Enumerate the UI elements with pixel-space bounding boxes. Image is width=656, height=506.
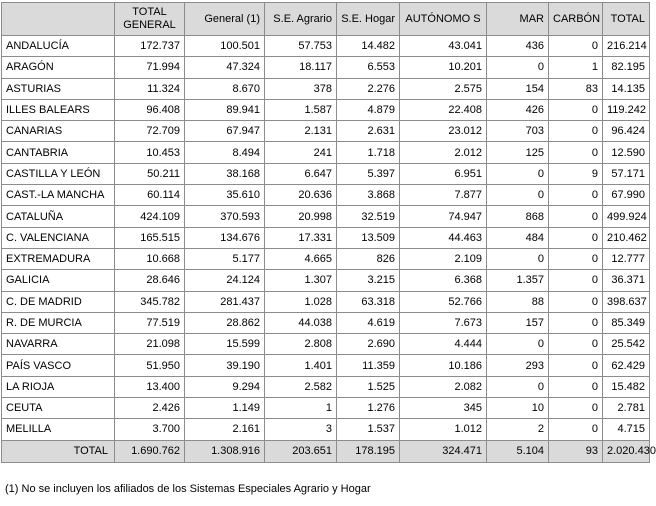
cell-autonomos: 2.109 xyxy=(400,248,487,269)
region-name: CANARIAS xyxy=(2,121,115,142)
cell-total-general: 51.950 xyxy=(115,355,185,376)
region-name: ARAGÓN xyxy=(2,57,115,78)
region-name: CAST.-LA MANCHA xyxy=(2,185,115,206)
region-name: GALICIA xyxy=(2,270,115,291)
cell-carbon: 0 xyxy=(549,334,603,355)
table-row xyxy=(2,206,650,227)
cell-hogar: 2.631 xyxy=(337,121,400,142)
cell-hogar: 14.482 xyxy=(337,36,400,57)
cell-mar: 868 xyxy=(487,206,549,227)
table-row xyxy=(2,142,650,163)
total-total: 2.020.430 xyxy=(603,440,650,462)
cell-total-general: 165.515 xyxy=(115,227,185,248)
cell-mar: 484 xyxy=(487,227,549,248)
cell-carbon: 0 xyxy=(549,227,603,248)
table-row xyxy=(2,419,650,440)
region-name: CASTILLA Y LEÓN xyxy=(2,163,115,184)
cell-carbon: 0 xyxy=(549,312,603,333)
cell-hogar: 5.397 xyxy=(337,163,400,184)
footnote: (1) No se incluyen los afiliados de los Sistemas Especiales Agrario y Hogar xyxy=(5,483,371,495)
total-hogar: 178.195 xyxy=(337,440,400,462)
cell-total-general: 3.700 xyxy=(115,419,185,440)
region-name: ASTURIAS xyxy=(2,78,115,99)
region-name: CANTABRIA xyxy=(2,142,115,163)
cell-hogar: 4.879 xyxy=(337,99,400,120)
cell-autonomos: 7.877 xyxy=(400,185,487,206)
cell-mar: 88 xyxy=(487,291,549,312)
cell-total: 15.482 xyxy=(603,376,650,397)
table-row xyxy=(2,57,650,78)
cell-autonomos: 6.368 xyxy=(400,270,487,291)
cell-total: 119.242 xyxy=(603,99,650,120)
cell-autonomos: 22.408 xyxy=(400,99,487,120)
cell-hogar: 1.276 xyxy=(337,398,400,419)
region-name: ILLES BALEARS xyxy=(2,99,115,120)
total-general: 1.308.916 xyxy=(185,440,265,462)
cell-agrario: 2.131 xyxy=(265,121,337,142)
cell-general: 67.947 xyxy=(185,121,265,142)
total-mar: 5.104 xyxy=(487,440,549,462)
cell-general: 47.324 xyxy=(185,57,265,78)
region-name: MELILLA xyxy=(2,419,115,440)
cell-carbon: 9 xyxy=(549,163,603,184)
cell-total: 4.715 xyxy=(603,419,650,440)
cell-mar: 0 xyxy=(487,185,549,206)
header-mar: MAR xyxy=(487,3,549,36)
cell-carbon: 0 xyxy=(549,36,603,57)
cell-hogar: 2.276 xyxy=(337,78,400,99)
cell-carbon: 0 xyxy=(549,291,603,312)
cell-mar: 154 xyxy=(487,78,549,99)
cell-hogar: 1.718 xyxy=(337,142,400,163)
cell-total-general: 424.109 xyxy=(115,206,185,227)
total-total-general: 1.690.762 xyxy=(115,440,185,462)
header-autonomos: AUTÓNOMO S xyxy=(400,3,487,36)
cell-total-general: 11.324 xyxy=(115,78,185,99)
region-name: NAVARRA xyxy=(2,334,115,355)
cell-hogar: 826 xyxy=(337,248,400,269)
cell-total: 2.781 xyxy=(603,398,650,419)
header-general: General (1) xyxy=(185,3,265,36)
table-row xyxy=(2,78,650,99)
cell-hogar: 6.553 xyxy=(337,57,400,78)
header-se-hogar: S.E. Hogar xyxy=(337,3,400,36)
table-row xyxy=(2,36,650,57)
region-name: R. DE MURCIA xyxy=(2,312,115,333)
table-row xyxy=(2,270,650,291)
cell-general: 38.168 xyxy=(185,163,265,184)
cell-total-general: 13.400 xyxy=(115,376,185,397)
table-row xyxy=(2,99,650,120)
cell-agrario: 1.401 xyxy=(265,355,337,376)
cell-carbon: 0 xyxy=(549,185,603,206)
header-total: TOTAL xyxy=(603,3,650,36)
cell-total-general: 10.668 xyxy=(115,248,185,269)
cell-total: 67.990 xyxy=(603,185,650,206)
cell-agrario: 378 xyxy=(265,78,337,99)
cell-general: 15.599 xyxy=(185,334,265,355)
cell-carbon: 0 xyxy=(549,248,603,269)
cell-hogar: 1.537 xyxy=(337,419,400,440)
total-carbon: 93 xyxy=(549,440,603,462)
cell-total-general: 172.737 xyxy=(115,36,185,57)
cell-total-general: 50.211 xyxy=(115,163,185,184)
cell-autonomos: 7.673 xyxy=(400,312,487,333)
cell-agrario: 44.038 xyxy=(265,312,337,333)
cell-autonomos: 10.186 xyxy=(400,355,487,376)
table-row xyxy=(2,248,650,269)
cell-carbon: 0 xyxy=(549,121,603,142)
table-body xyxy=(2,36,650,441)
cell-carbon: 0 xyxy=(549,206,603,227)
table-row xyxy=(2,227,650,248)
region-name: C. DE MADRID xyxy=(2,291,115,312)
cell-total: 25.542 xyxy=(603,334,650,355)
cell-mar: 703 xyxy=(487,121,549,142)
cell-mar: 10 xyxy=(487,398,549,419)
cell-carbon: 0 xyxy=(549,270,603,291)
cell-autonomos: 345 xyxy=(400,398,487,419)
cell-hogar: 1.525 xyxy=(337,376,400,397)
cell-carbon: 0 xyxy=(549,376,603,397)
cell-general: 24.124 xyxy=(185,270,265,291)
cell-total-general: 2.426 xyxy=(115,398,185,419)
table-row xyxy=(2,398,650,419)
cell-general: 89.941 xyxy=(185,99,265,120)
cell-general: 2.161 xyxy=(185,419,265,440)
cell-general: 8.494 xyxy=(185,142,265,163)
cell-total-general: 72.709 xyxy=(115,121,185,142)
cell-carbon: 0 xyxy=(549,398,603,419)
cell-agrario: 20.636 xyxy=(265,185,337,206)
cell-hogar: 11.359 xyxy=(337,355,400,376)
header-row xyxy=(2,3,650,36)
region-name: CATALUÑA xyxy=(2,206,115,227)
cell-agrario: 241 xyxy=(265,142,337,163)
cell-hogar: 3.868 xyxy=(337,185,400,206)
cell-autonomos: 4.444 xyxy=(400,334,487,355)
total-row xyxy=(2,440,650,462)
cell-agrario: 1.307 xyxy=(265,270,337,291)
cell-total-general: 21.098 xyxy=(115,334,185,355)
region-name: ANDALUCÍA xyxy=(2,36,115,57)
cell-autonomos: 74.947 xyxy=(400,206,487,227)
region-name: EXTREMADURA xyxy=(2,248,115,269)
cell-mar: 293 xyxy=(487,355,549,376)
cell-agrario: 18.117 xyxy=(265,57,337,78)
total-autonomos: 324.471 xyxy=(400,440,487,462)
header-region xyxy=(2,3,115,36)
cell-hogar: 32.519 xyxy=(337,206,400,227)
cell-total-general: 60.114 xyxy=(115,185,185,206)
cell-total: 96.424 xyxy=(603,121,650,142)
cell-total-general: 71.994 xyxy=(115,57,185,78)
region-name: CEUTA xyxy=(2,398,115,419)
cell-total: 12.777 xyxy=(603,248,650,269)
cell-mar: 0 xyxy=(487,334,549,355)
table-row xyxy=(2,376,650,397)
cell-mar: 0 xyxy=(487,376,549,397)
cell-total: 12.590 xyxy=(603,142,650,163)
cell-general: 100.501 xyxy=(185,36,265,57)
affiliates-table xyxy=(1,2,656,463)
cell-total-general: 10.453 xyxy=(115,142,185,163)
cell-general: 5.177 xyxy=(185,248,265,269)
cell-total: 216.214 xyxy=(603,36,650,57)
cell-carbon: 0 xyxy=(549,142,603,163)
cell-total-general: 28.646 xyxy=(115,270,185,291)
cell-general: 35.610 xyxy=(185,185,265,206)
cell-total: 499.924 xyxy=(603,206,650,227)
cell-autonomos: 2.012 xyxy=(400,142,487,163)
region-name: LA RIOJA xyxy=(2,376,115,397)
table-row xyxy=(2,163,650,184)
cell-autonomos: 52.766 xyxy=(400,291,487,312)
cell-autonomos: 2.082 xyxy=(400,376,487,397)
cell-total: 62.429 xyxy=(603,355,650,376)
cell-agrario: 4.665 xyxy=(265,248,337,269)
cell-hogar: 13.509 xyxy=(337,227,400,248)
cell-carbon: 1 xyxy=(549,57,603,78)
cell-total: 82.195 xyxy=(603,57,650,78)
cell-hogar: 63.318 xyxy=(337,291,400,312)
cell-mar: 1.357 xyxy=(487,270,549,291)
cell-autonomos: 10.201 xyxy=(400,57,487,78)
cell-autonomos: 6.951 xyxy=(400,163,487,184)
cell-general: 370.593 xyxy=(185,206,265,227)
cell-general: 39.190 xyxy=(185,355,265,376)
cell-general: 281.437 xyxy=(185,291,265,312)
cell-carbon: 83 xyxy=(549,78,603,99)
cell-total: 57.171 xyxy=(603,163,650,184)
cell-carbon: 0 xyxy=(549,99,603,120)
cell-agrario: 20.998 xyxy=(265,206,337,227)
cell-hogar: 4.619 xyxy=(337,312,400,333)
cell-mar: 0 xyxy=(487,57,549,78)
cell-carbon: 0 xyxy=(549,419,603,440)
cell-hogar: 2.690 xyxy=(337,334,400,355)
table-row xyxy=(2,334,650,355)
cell-agrario: 1 xyxy=(265,398,337,419)
cell-total-general: 77.519 xyxy=(115,312,185,333)
cell-mar: 0 xyxy=(487,163,549,184)
region-name: C. VALENCIANA xyxy=(2,227,115,248)
cell-mar: 436 xyxy=(487,36,549,57)
cell-agrario: 1.587 xyxy=(265,99,337,120)
header-total-general: TOTAL GENERAL xyxy=(115,3,185,36)
cell-total: 210.462 xyxy=(603,227,650,248)
cell-autonomos: 1.012 xyxy=(400,419,487,440)
table-row xyxy=(2,355,650,376)
cell-mar: 2 xyxy=(487,419,549,440)
cell-total: 14.135 xyxy=(603,78,650,99)
cell-mar: 0 xyxy=(487,248,549,269)
cell-total: 36.371 xyxy=(603,270,650,291)
table-row xyxy=(2,312,650,333)
cell-agrario: 6.647 xyxy=(265,163,337,184)
cell-agrario: 57.753 xyxy=(265,36,337,57)
cell-total-general: 345.782 xyxy=(115,291,185,312)
cell-agrario: 17.331 xyxy=(265,227,337,248)
cell-autonomos: 2.575 xyxy=(400,78,487,99)
cell-general: 1.149 xyxy=(185,398,265,419)
cell-agrario: 1.028 xyxy=(265,291,337,312)
cell-agrario: 2.808 xyxy=(265,334,337,355)
cell-mar: 426 xyxy=(487,99,549,120)
cell-autonomos: 44.463 xyxy=(400,227,487,248)
cell-total-general: 96.408 xyxy=(115,99,185,120)
total-agrario: 203.651 xyxy=(265,440,337,462)
cell-general: 134.676 xyxy=(185,227,265,248)
table-row xyxy=(2,291,650,312)
cell-total: 398.637 xyxy=(603,291,650,312)
region-name: PAÍS VASCO xyxy=(2,355,115,376)
cell-mar: 125 xyxy=(487,142,549,163)
cell-mar: 157 xyxy=(487,312,549,333)
cell-carbon: 0 xyxy=(549,355,603,376)
header-carbon: CARBÓN xyxy=(549,3,603,36)
table-row xyxy=(2,121,650,142)
total-label: TOTAL xyxy=(2,440,115,462)
cell-total: 85.349 xyxy=(603,312,650,333)
cell-hogar: 3.215 xyxy=(337,270,400,291)
cell-agrario: 3 xyxy=(265,419,337,440)
cell-agrario: 2.582 xyxy=(265,376,337,397)
cell-general: 28.862 xyxy=(185,312,265,333)
cell-general: 8.670 xyxy=(185,78,265,99)
cell-general: 9.294 xyxy=(185,376,265,397)
cell-autonomos: 43.041 xyxy=(400,36,487,57)
header-se-agrario: S.E. Agrario xyxy=(265,3,337,36)
table-row xyxy=(2,185,650,206)
cell-autonomos: 23.012 xyxy=(400,121,487,142)
